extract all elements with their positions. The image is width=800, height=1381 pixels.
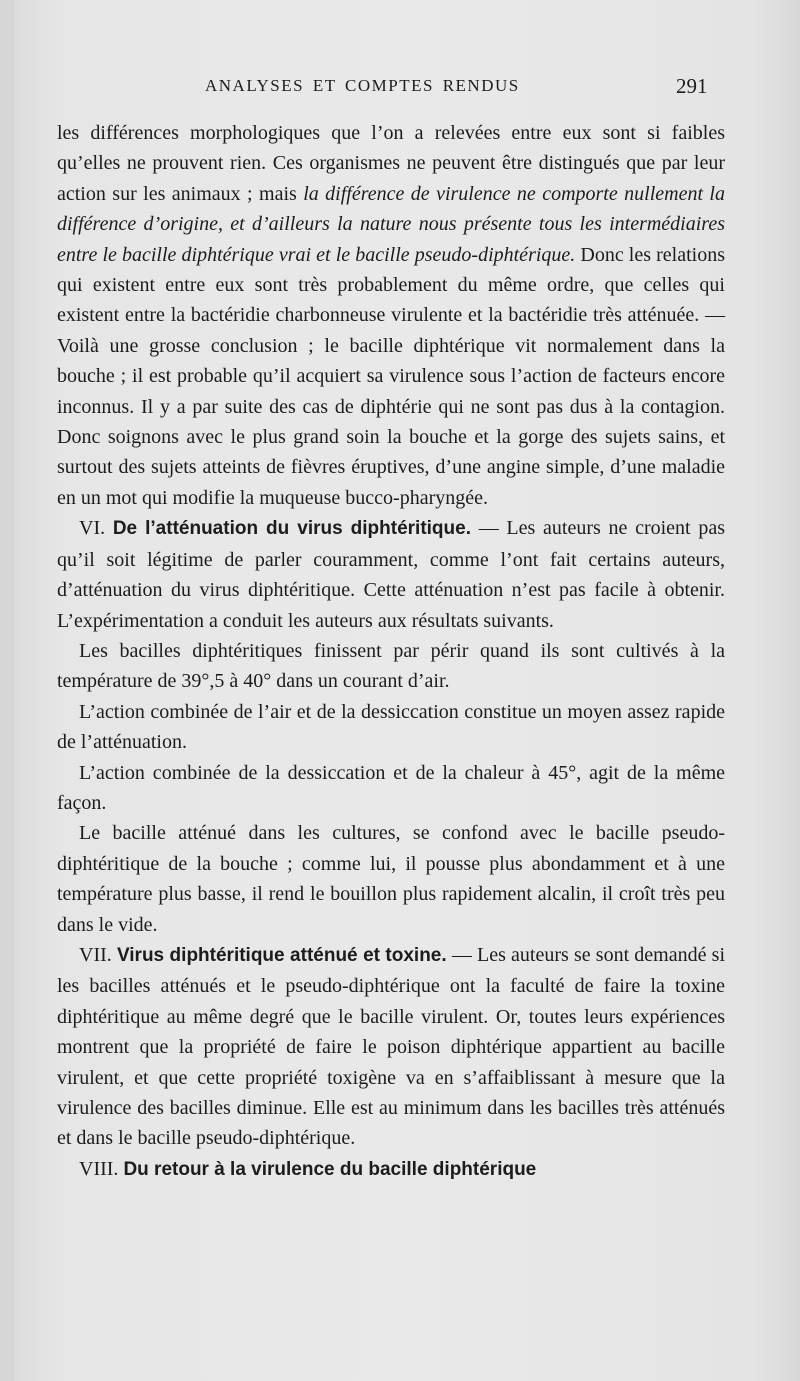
conclusion-text-end: Donc les relations qui existent entre eux sont très probablement du même ordre, que celles qui existent entre la bactéridie charbonneuse virulente et la bactéridie très atténuée. — Voilà une grosse conclusion ; le bacille diphtérique vit normalement dans la bouche ; il est probable qu’il acquiert sa virulence sous l’action de facteurs encore inconnus. Il y a par suite des cas de diphtérie qui ne sont pas dus à la contagion. Donc soignons avec le plus grand soin la bouche et la gorge des sujets sains, et surtout des sujets atteints de fièvres éruptives, d’une angine simple, d’une maladie en un mot qui modifie la muqueuse bucco-pharyngée. xyxy=(57,243,725,509)
section-viii-number: VIII. xyxy=(79,1157,119,1180)
conclusion-italic-text: la différence de virulence ne comporte nullement la différence d’origine, et d’ailleurs la nature nous présente tous les intermédiaires entre le bacille diphtérique vrai et le bacille pseudo-diphtérique. xyxy=(57,182,725,266)
running-title: ANALYSES ET COMPTES RENDUS xyxy=(205,76,520,95)
section-vii xyxy=(57,940,725,1154)
section-vii-text: — Les auteurs se sont demandé si les bacilles atténués et le pseudo-diphtérique ont la faculté de faire la toxine diphtéritique au même degré que le bacille virulent. Or, toutes leurs expériences montrent que la propriété de faire le poison diphtérique appartient au bacille virulent, et que cette propriété toxigène va en s’affaiblissant à mesure que la virulence des bacilles diminue. Elle est au minimum dans les bacilles très atténués et dans le bacille pseudo-diphtérique. xyxy=(57,943,725,1150)
section-vi-number: VI. xyxy=(79,517,106,540)
section-vii-number: VII. xyxy=(79,943,112,966)
conclusion-text-start: les différences morphologiques que l’on a relevées entre eux sont si faibles qu’elles ne prouvent rien. Ces organismes ne peuvent être distingués que par leur action sur les animaux ; mais xyxy=(57,122,725,205)
section-vii-title: Virus diphtéritique atténué et toxine. xyxy=(116,944,447,966)
paragraph-attenue: Le bacille atténué dans les cultures, se confond avec le bacille pseudo-diphtéritique de la bouche ; comme lui, il pousse plus abondamment et à une température plus basse, il rend le bouillon plus rapidement alcalin, il croît très peu dans le vide. xyxy=(57,822,725,936)
paragraph-air: L’action combinée de l’air et de la dessiccation constitue un moyen assez rapide de l’atténuation. xyxy=(57,700,725,754)
paragraph-chaleur: L’action combinée de la dessiccation et de la chaleur à 45°, agit de la même façon. xyxy=(57,761,725,814)
section-viii-title: Du retour à la virulence du bacille diphtérique xyxy=(123,1158,537,1180)
paragraph-bacilles: Les bacilles diphtéritiques finissent par périr quand ils sont cultivés à la température de 39°,5 à 40° dans un courant d’air. xyxy=(57,639,725,693)
running-header xyxy=(0,74,800,104)
page-number: 291 xyxy=(676,74,708,98)
section-vi-text: — Les auteurs ne croient pas qu’il soit légitime de parler couramment, comme l’ont fait certains auteurs, d’atténuation du virus diphtéritique. Cette atténuation n’est pas facile à obtenir. L’expérimentation a conduit les auteurs aux résultats suivants. xyxy=(57,517,725,632)
paragraph-conclusion xyxy=(57,118,725,513)
page-body xyxy=(57,118,725,1185)
section-viii xyxy=(57,1154,725,1185)
section-vi xyxy=(57,513,725,636)
section-vi-title: De l’atténuation du virus diphtéritique. xyxy=(112,518,471,540)
